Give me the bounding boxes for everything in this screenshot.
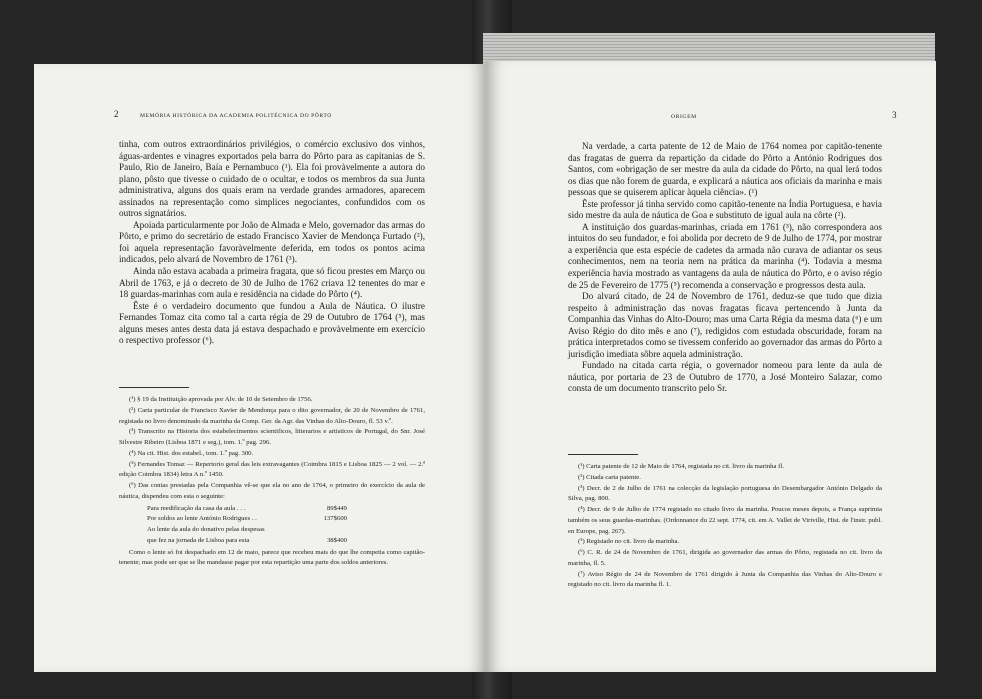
expense-label: Para reedificação da casa da aula . . . [147,504,246,512]
expense-label: Ao lente da aula do donativo pelas despesas [147,526,265,533]
main-text [119,139,425,347]
footnote: (¹) Carta patente de 12 de Maio de 1764, registada no cit. livro da marinha fl. [578,463,784,470]
paragraph: A instituição dos guardas-marinhas, criada em 1761 (³), não correspondera aos intuitos do seu fundador, e foi abolida por decreto de 9 de Julho de 1774, por mostrar a experiência que esta espécie de cadetes da armada não curava de adiantar os seus conhecimentos, nem na teoria nem na prática da marinha (⁴). Todavia a mesma experiência havia mostrado as vantagens da aula de náutica do Pôrto, e o aviso régio de 25 de Fevereiro de 1775 (⁵) recomenda a conservação e progressos desta aula. [568,221,882,290]
expense-value: 89$449 [326,504,347,512]
footnote: (³) Transcrito na Historia dos estabelecimentos scientificos, litterarios e artisticos de Portugal, do Snr. José Silvestre Ribeiro (Lisboa 1871 e seg.), tom. 1.º pag. 296. [119,428,425,446]
page-number: 2 [114,109,119,119]
expense-label: que fez na jornada de Lisboa para esta [147,536,250,544]
expense-row [147,536,347,547]
footnote: (⁶) C. R. de 24 de Novembro de 1761, dirigida ao governador das armas do Pôrto, registada no cit. livro da marinha, fl. 5. [568,549,882,567]
footnote-rule [568,454,638,455]
expense-value [307,525,347,536]
footnotes [568,462,882,591]
paragraph: Êste é o verdadeiro documento que fundou a Aula de Náutica. O ilustre Fernandes Tomaz cita como tal a carta régia de 29 de Outubro de 1764 (⁵), mas alguns meses antes desta data já estava despachado e provàvelmente em exercício o respectivo professor (⁶). [119,300,425,346]
running-title: MEMÓRIA HISTÓRICA DA ACADEMIA POLITÉCNICA DO PÔRTO [140,113,332,119]
expense-label: Por soldos ao lente António Rodrigues . . [147,515,257,523]
footnote: (²) Carta particular de Francisco Xavier de Mendonça para o dito governador, de 20 de Novembro de 1761, registada no livro denominado da marinha da Comp. Ger. da Agr. das Vinhas do Alto-Douro, fl. 53 v.º. [119,406,425,425]
running-title: ORIGEM [671,114,697,120]
expense-row [147,504,347,515]
footnote: (³) Decr. de 2 de Julho de 1761 na colecção da legislação portuguesa do Desembargador António Delgado da Silva, pag. 800. [568,484,882,503]
footnote: (⁵) Registado no cit. livro da marinha. [578,538,680,546]
paragraph: Apoiada particularmente por João de Almada e Melo, governador das armas do Pôrto, e primo do secretário de estado Francisco Xavier de Mendonça Furtado (²), foi aquela representação favoràvelmente deferida, em todos os pontos acima indicados, pelo alvará de Novembro de 1761 (³). [119,219,425,265]
expense-value: 137$600 [323,515,347,523]
paragraph: Fundado na citada carta régia, o governador nomeou para lente da aula de náutica, por portaria de 23 de Outubro de 1770, a José Monteiro Salazar, como consta de um documento transcrito pelo Sr. [568,360,882,394]
footnote-rule [119,387,189,388]
footnote: (²) Citada carta patente. [578,473,641,481]
footnote: (⁷) Aviso Régio de 24 de Novembro de 1761 dirigido à Junta da Companhia das Vinhas do Alto-Douro e registado no cit. livro da marinha fl. 1. [568,570,882,589]
footnote: (⁵) Fernandes Tomaz — Repertorio geral das leis extravagantes (Coimbra 1815 e Lisboa 1825 — 2 vol. — 2.ª edição Coimbra 1834) letra A n.º 1450. [119,460,425,479]
footnotes [119,395,425,569]
right-page [486,61,936,672]
footnote-continuation: Como o lente só foi despachado em 12 de maio, parece que recebeu mais do que lhe competia como capitão-tenente; mas pode ser que se lhe mandasse pagar por esta repartição uma parte dos soldos anteriores. [119,548,425,567]
left-page [34,64,486,672]
footnote: (⁶) Das contas prestadas pela Companhia vê-se que ela no ano de 1764, o primeiro do exercício da aula de náutica, dispendeu com esta o seguinte: [119,482,425,500]
paragraph: Na verdade, a carta patente de 12 de Maio de 1764 nomea por capitão-tenente das fragatas de guerra da repartição da cidade do Pôrto a António Rodrigues dos Santos, com «obrigação de ser mestre da aula da cidade do Pôrto, na qual lerá todos os dias que não forem de guarda, e explicará a náutica aos oficiais da marinha e mais pessoas que se quiserem aplicar àquela ciência». (¹) [568,141,882,198]
expense-value: 38$400 [326,536,347,544]
expense-row [147,525,347,536]
paragraph: Do alvará citado, de 24 de Novembro de 1761, deduz-se que tudo que dizia respeito à administração das novas fragatas ficava pertencendo à Junta da Companhia das Vinhas do Alto-Douro; mas uma Carta Régia da mesma data (⁶) e um Aviso Régio do dito mês e ano (⁷), redigidos com estudada obscuridade, foram na prática interpretados como se tivessem conferido ao governador das armas do Pôrto a jurisdição imediata sôbre aquela administração. [568,291,882,359]
footnote: (¹) § 19 da Instituição aprovada por Alv. de 10 de Setembro de 1756. [129,396,313,403]
paragraph: tinha, com outros extraordinários privilégios, o comércio exclusivo dos vinhos, águas-ardentes e vinagres exportados pela barra do Pôrto para as capitanias de S. Paulo, Rio de Janeiro, Baía e Pernambuco (¹). Ela foi provàvelmente a autora do plano, pôsto que tivesse o cuidado de o ocultar, e todos os membros da sua Junta administrativa, alguns dos quais eram na verdade grandes armadores, aparecem assinados na representação como simplices negociantes, confundidos com os outros signatários. [119,139,425,219]
main-text [568,141,882,395]
expense-row [147,514,347,525]
footnote: (⁴) Decr. de 9 de Julho de 1774 registado no citado livro da marinha. Poucos meses depois, a França suprimia também os seus guardas-marinhas. (Ordonnance du 22 sept. 1774, cit. em A. Vallet de Viriville, Hist. de l'instr. publ. en Europe, pag. 267). [568,506,882,535]
page-number: 3 [892,110,897,120]
paragraph: Êste professor já tinha servido como capitão-tenente na Índia Portuguesa, e havia sido mestre da aula de náutica de Goa e substituto de igual aula na côrte (²). [568,198,882,221]
paragraph: Ainda não estava acabada a primeira fragata, que só ficou prestes em Março ou Abril de 1763, e já o decreto de 30 de Julho de 1762 criava 12 tenentes do mar e 18 guardas-marinhas com aula e residência na cidade do Pôrto (⁴). [119,266,425,300]
footnote: (⁴) Na cit. Hist. dos estabel., tom. 1.º pag. 300. [129,449,254,457]
expense-table [147,504,347,547]
